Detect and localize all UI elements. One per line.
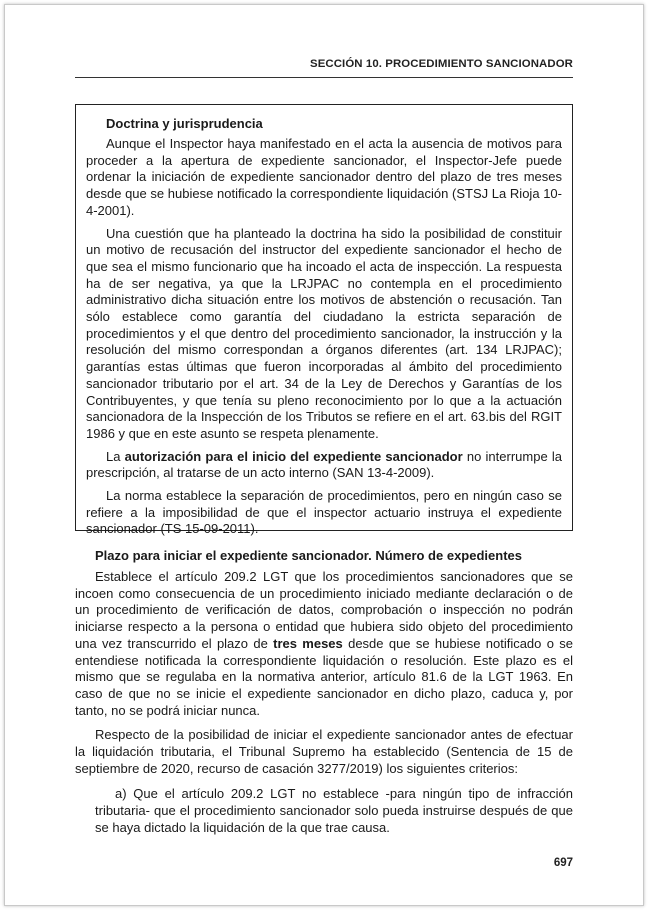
section-paragraph-1-emphasis: tres meses xyxy=(273,635,343,651)
doctrine-paragraph-3-start: La xyxy=(106,448,125,464)
criteria-item-a: a) Que el artículo 209.2 LGT no establece -para ningún tipo de infracción tributaria- que el procedimiento sancionador solo pueda instruirse después de que se haya dictado la liquidación de la que trae causa. xyxy=(95,786,573,835)
doctrine-paragraph-4: La norma establece la separación de procedimientos, pero en ningún caso se refiere a la imposibilidad de que el inspector actuario instruya el expediente sancionador (TS 15-09-2011). xyxy=(86,488,562,537)
doctrine-paragraph-3 xyxy=(86,449,562,482)
page-number: 697 xyxy=(553,857,573,869)
running-header: SECCIÓN 10. PROCEDIMIENTO SANCIONADOR xyxy=(310,58,573,70)
doctrine-paragraph-3-emphasis: autorización para el inicio del expediente sancionador xyxy=(124,448,463,464)
doctrine-paragraph-3-end: no interrumpe la prescripción, al tratarse de un acto interno (SAN 13-4-2009). xyxy=(86,448,563,481)
doctrine-paragraph-1: Aunque el Inspector haya manifestado en el acta la ausencia de motivos para proceder a la apertura de expediente sancionador, el Inspector-Jefe puede ordenar la iniciación de expediente sancionador dentro del plazo de tres meses desde que se hubiese notificado la correspondiente liquidación (STSJ La Rioja 10-4-2001). xyxy=(86,136,562,218)
doctrine-box xyxy=(75,104,573,537)
section-title: Plazo para iniciar el expediente sancionador. Número de expedientes xyxy=(95,548,522,563)
section-paragraph-1-start: Establece el artículo 209.2 LGT que los procedimientos sancionadores que se incoen como consecuencia de un procedimiento iniciado mediante declaración o de un procedimiento de verificación de datos, comprobación o inspección no podrán iniciarse respecto a la persona o entidad que hubiera sido objeto del procedimiento una vez transcurrido el plazo de xyxy=(75,569,573,651)
header-rule xyxy=(75,77,573,78)
main-section xyxy=(75,547,573,837)
section-paragraph-1 xyxy=(75,569,573,719)
section-paragraph-1-end: desde que se hubiese notificado o se entendiese notificada la correspondiente liquidación o resolución. Este plazo es el mismo que se regulaba en la normativa anterior, artículo 81.6 de la LGT 1963. En caso de que no se inicie el expediente sancionador en dicho plazo, caduca y, por tanto, no se podrá iniciar nunca. xyxy=(75,635,573,718)
section-paragraph-2: Respecto de la posibilidad de iniciar el expediente sancionador antes de efectuar la liquidación tributaria, el Tribunal Supremo ha establecido (Sentencia de 15 de septiembre de 2020, recurso de casación 3277/2019) los siguientes criterios: xyxy=(75,727,573,776)
doctrine-box-title: Doctrina y jurisprudencia xyxy=(106,116,263,131)
doctrine-paragraph-2: Una cuestión que ha planteado la doctrina ha sido la posibilidad de constituir un motivo de recusación del instructor del expediente sancionador el hecho de que sea el mismo funcionario que ha incoado el acta de inspección. La respuesta ha de ser negativa, ya que la LRJPAC no contempla en el procedimiento administrativo dicha situación entre los motivos de abstención o recusación. Tan sólo establece como garantía del ciudadano la estricta separación de procedimientos y el que dentro del procedimiento sancionador, la instrucción y la resolución del mismo correspondan a órganos diferentes (art. 134 LRJPAC); garantías estas últimas que fueron incorporadas al ámbito del procedimiento sancionador tributario por el art. 34 de la Ley de Derechos y Garantías de los Contribuyentes, y que tenía su pleno reconocimiento por lo que a la actuación sancionadora de la Inspección de los Tributos se refiere en el art. 63.bis del RGIT 1986 y que en este asunto se respeta plenamente. xyxy=(86,225,562,441)
